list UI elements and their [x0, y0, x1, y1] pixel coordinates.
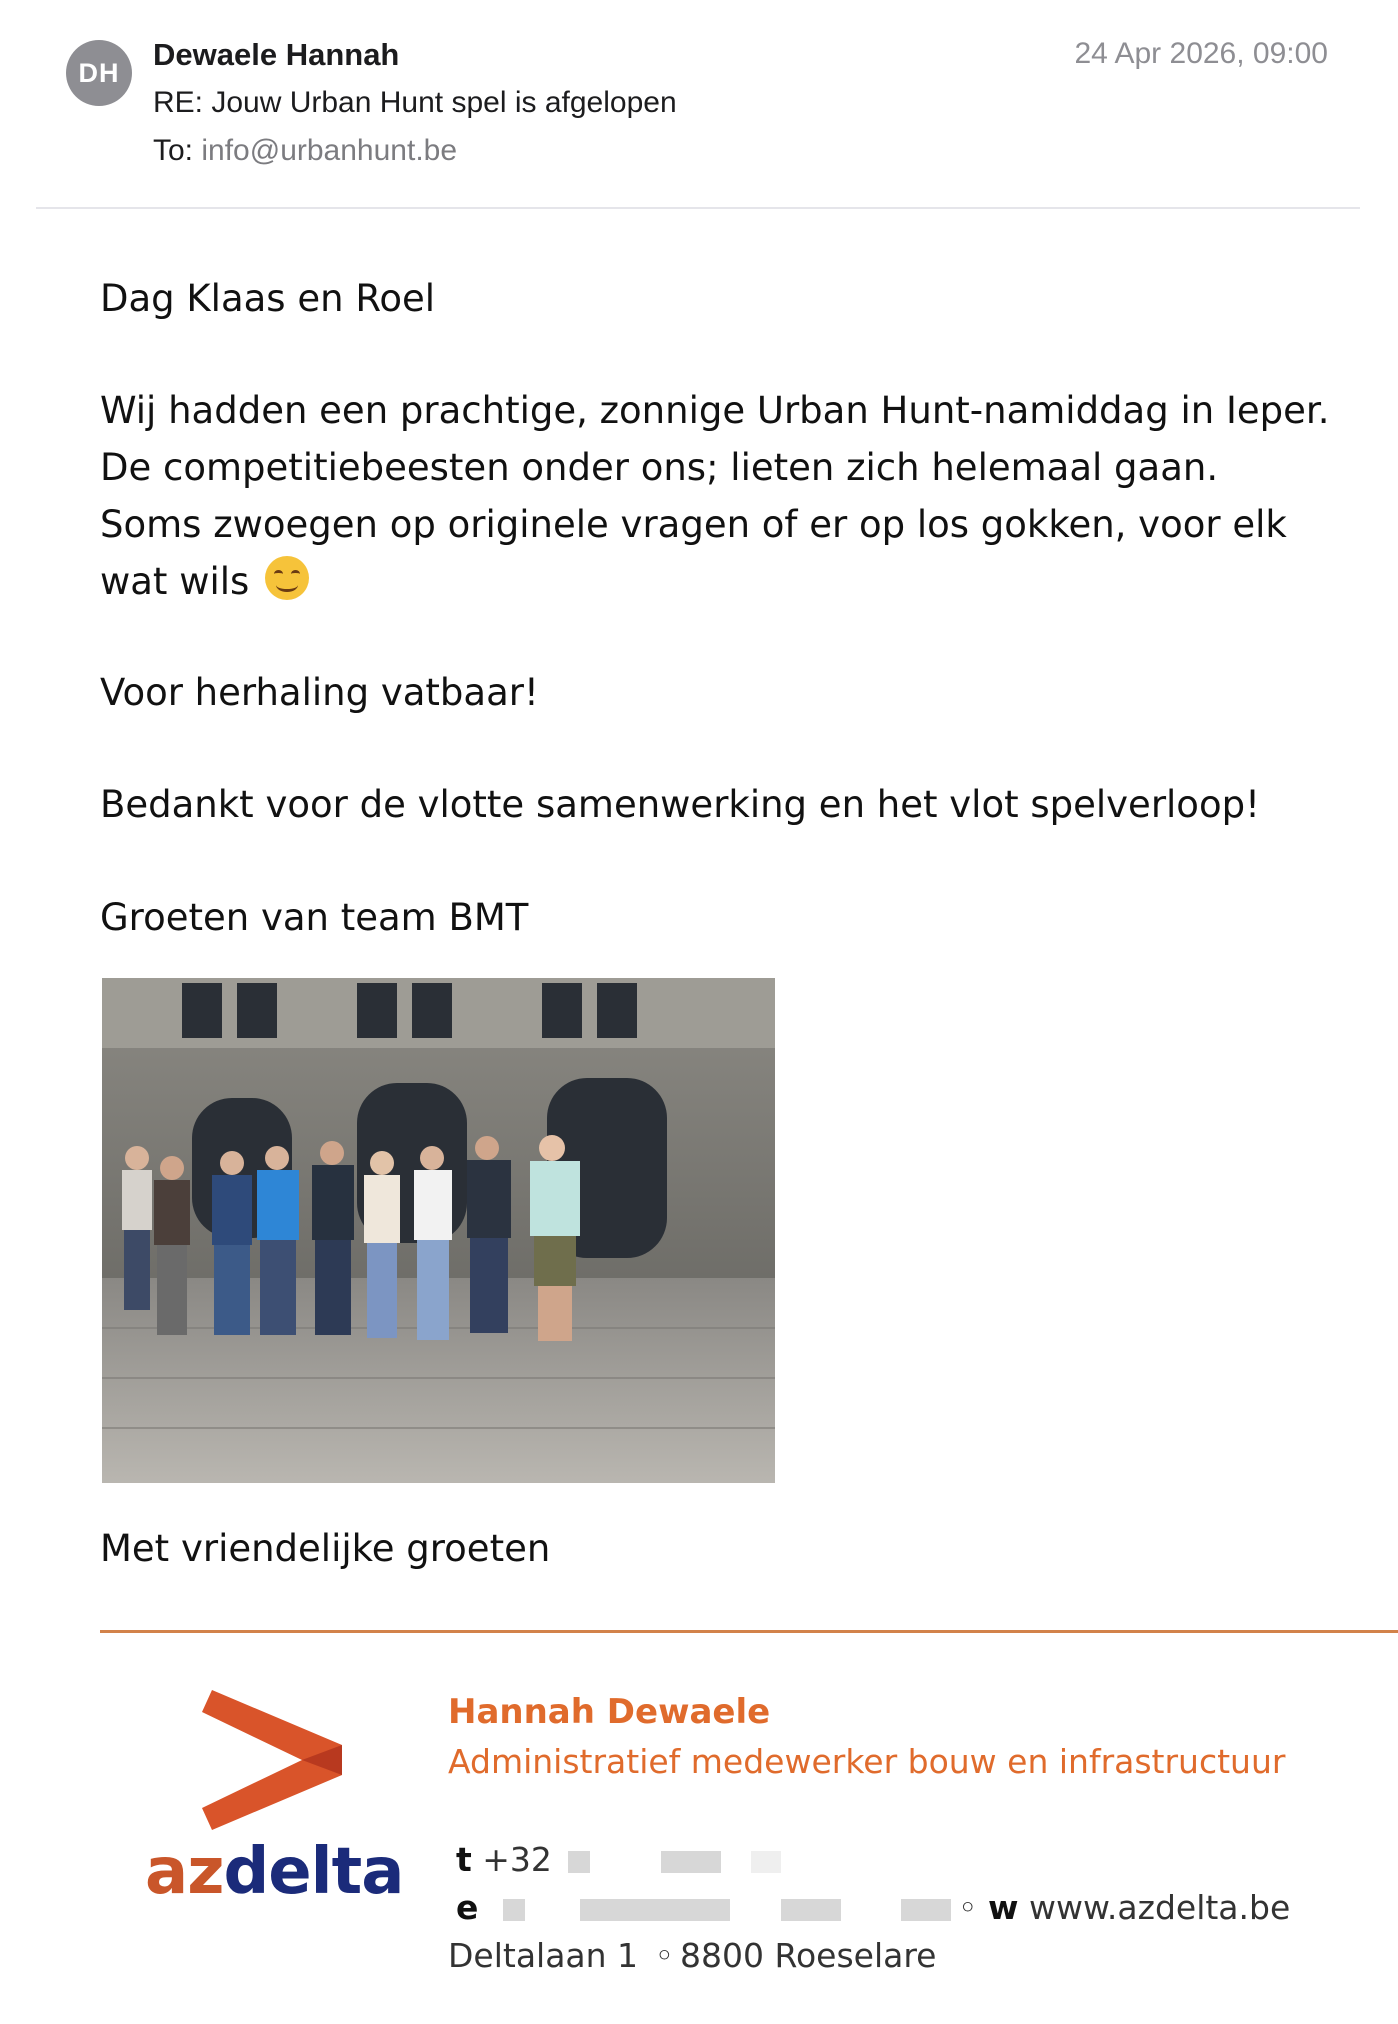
signature-divider [100, 1630, 1398, 1633]
message-date: 24 Apr 2026, 09:00 [1074, 37, 1328, 70]
recipient-line [153, 134, 457, 168]
web-label: w [987, 1888, 1019, 1927]
to-label: To: [153, 134, 194, 167]
website-link[interactable]: www.azdelta.be [1028, 1888, 1291, 1927]
logo-az-text: az [145, 1835, 224, 1909]
phone-redacted [568, 1851, 590, 1873]
signature-name: Hannah Dewaele [448, 1692, 771, 1732]
azdelta-logo-text [145, 1835, 403, 1909]
separator: ◦ [958, 1888, 978, 1927]
closing-text: Met vriendelijke groeten [100, 1527, 551, 1570]
recipient-address[interactable]: info@urbanhunt.be [201, 134, 458, 167]
separator: ◦ [654, 1936, 675, 1975]
group-photo[interactable] [102, 978, 775, 1483]
phone-label: t [456, 1840, 472, 1879]
email-redacted [901, 1899, 951, 1921]
signature-email [456, 1888, 951, 1927]
thanks-text: Bedankt voor de vlotte samenwerking en het vlot spelverloop! [100, 783, 1260, 826]
address-street: Deltalaan 1 [448, 1936, 639, 1975]
team-regards-text: Groeten van team BMT [100, 896, 529, 939]
address-city: 8800 Roeselare [680, 1936, 937, 1975]
subject-line: RE: Jouw Urban Hunt spel is afgelopen [153, 86, 677, 119]
repeat-text: Voor herhaling vatbaar! [100, 671, 539, 714]
phone-redacted [661, 1851, 721, 1873]
greeting-text: Dag Klaas en Roel [100, 277, 436, 320]
body-paragraph-text: Wij hadden een prachtige, zonnige Urban Hunt-namiddag in Ieper. De competitiebeesten onder ons; lieten zich helemaal gaan. Soms zwoegen op originele vragen of er op los gokken, voor elk wat wils [100, 389, 1330, 603]
sender-avatar[interactable]: DH [66, 40, 132, 106]
signature-phone [456, 1840, 781, 1879]
signature-role: Administratief medewerker bouw en infrastructuur [448, 1742, 1286, 1781]
body-paragraph [100, 382, 1330, 610]
signature-address [448, 1936, 936, 1975]
email-label: e [456, 1888, 479, 1927]
email-redacted [580, 1899, 730, 1921]
smiling-face-emoji-icon [265, 556, 309, 600]
sender-name[interactable]: Dewaele Hannah [153, 37, 400, 72]
phone-prefix[interactable]: +32 [482, 1840, 552, 1879]
email-redacted [503, 1899, 525, 1921]
email-redacted [781, 1899, 841, 1921]
signature-website [958, 1888, 1290, 1927]
phone-redacted [751, 1851, 781, 1873]
header-divider [36, 207, 1360, 209]
message-header [0, 0, 1398, 208]
logo-delta-text: delta [223, 1835, 404, 1909]
